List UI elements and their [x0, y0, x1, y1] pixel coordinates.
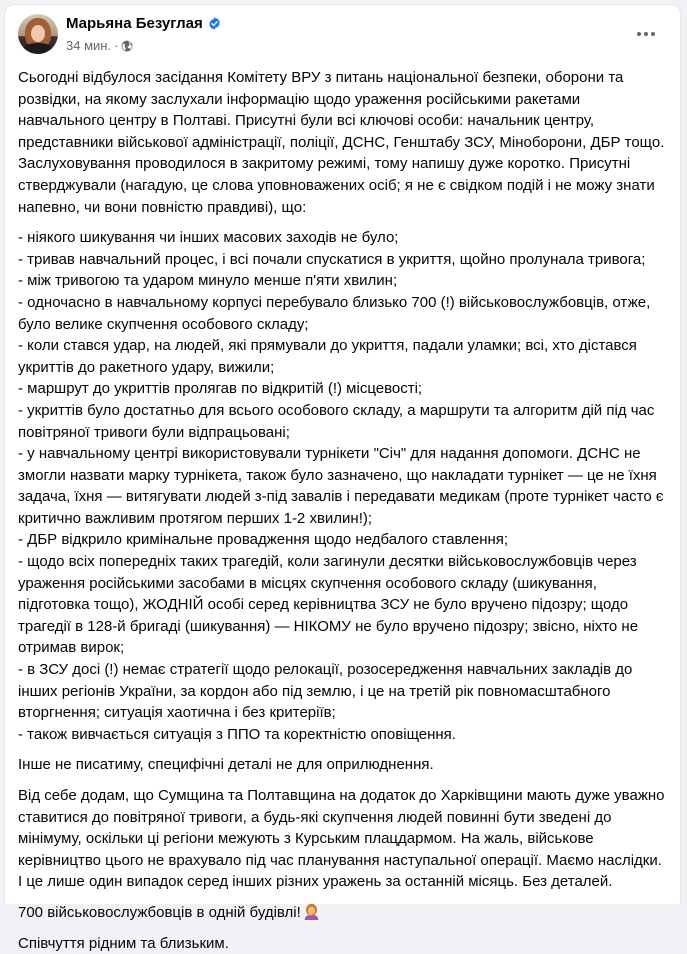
verified-badge-icon	[208, 17, 221, 30]
list-item: - коли стався удар, на людей, які прямували до укриття, падали уламки; всі, хто дістався укриттів до ракетного удару, вижили;	[18, 337, 637, 376]
post-card	[4, 4, 681, 952]
post-timestamp[interactable]: 34 мин.	[66, 38, 112, 53]
meta-separator: ·	[114, 38, 119, 53]
more-dot-icon	[651, 32, 655, 36]
post-paragraph-list	[18, 227, 666, 745]
list-item: - у навчальному центрі використовували турнікети "Січ" для надання допомоги. ДСНС не змогли назвати марку турнікета, також було зазначено, що накладати турнікет — це не їхня задача, їхня — витягувати людей з-під завалів і передавати медикам (проте турнікет часто є критично важливим протягом перших 1-2 хвилин!);	[18, 445, 664, 527]
list-item: - одночасно в навчальному корпусі перебувало близько 700 (!) військовослужбовців, отже, було велике скупчення особового складу;	[18, 293, 651, 333]
list-item: - також вивчається ситуація з ППО та коректністю оповіщення.	[18, 725, 456, 743]
paragraph-line: 700 військовослужбовців в одній будівлі!	[18, 903, 301, 921]
author-name-row	[66, 15, 221, 32]
avatar-body	[23, 43, 53, 54]
paragraph-line: Інше не писатиму, специфічні деталі не для оприлюднення.	[18, 756, 434, 774]
more-options-button[interactable]	[628, 20, 664, 48]
post-paragraph-intro	[18, 67, 666, 218]
list-item: - в ЗСУ досі (!) немає стратегії щодо релокації, розосередження навчальних закладів до інших регіонів України, за кордон або під землю, і це на третій рік повномасштабного вторгнення; ситуація хаотична і без критеріїв;	[18, 661, 633, 722]
paragraph-line: Від себе додам, що Сумщина та Полтавщина на додаток до Харківщини мають дуже уважно ставитися до повітряної тривоги, а будь-які скупчення людей повинні бути зведені до мінімуму, оскільки ці регіони межують з Курським плацдармом. На жаль, військове керівництво цього не врахувало під час планування наступальної операції. Маємо наслідки. І це лише один випадок серед інших різних уражень за останній місяць. Без деталей.	[18, 787, 665, 891]
author-name[interactable]: Марьяна Безуглая	[66, 15, 203, 32]
woman-facepalming-emoji-icon	[303, 903, 320, 920]
list-item: - щодо всіх попередніх таких трагедій, коли загинули десятки військовослужбовців через ураження російськими засобами в місцях скупчення особового складу (шикування, підготовка тощо), ЖОДНІЙ особі серед керівництва ЗСУ не було вручено підозру; щодо трагедії в 128-й бригаді (шикування) — НІКОМУ не було вручено підозру; звісно, ніхто не отримав вирок;	[18, 553, 639, 657]
list-item: - тривав навчальний процес, і всі почали спускатися в укриття, щойно пролунала тривога;	[18, 250, 646, 268]
list-item: - укриттів було достатньо для всього особового складу, а маршрути та алгоритм дій під час повітряної тривоги були відпрацьовані;	[18, 401, 655, 441]
more-dot-icon	[637, 32, 641, 36]
list-item: - маршрут до укриттів пролягав по відкритій (!) місцевості;	[18, 380, 423, 398]
avatar-face	[31, 25, 45, 42]
post-paragraph-note	[18, 754, 666, 776]
author-avatar[interactable]	[18, 14, 58, 54]
list-item: - ніякого шикування чи інших масових заходів не було;	[18, 229, 399, 247]
paragraph-line: Співчуття рідним та близьким.	[18, 934, 229, 952]
globe-icon[interactable]	[121, 40, 133, 52]
list-item: - між тривогою та ударом минуло менше п'яти хвилин;	[18, 272, 398, 290]
post-meta	[66, 38, 133, 53]
post-paragraph-opinion	[18, 785, 666, 893]
more-dot-icon	[644, 32, 648, 36]
list-item: - ДБР відкрило кримінальне провадження щодо недбалого ставлення;	[18, 531, 509, 549]
post-paragraph-condolences	[18, 933, 666, 954]
post-body	[5, 67, 680, 954]
paragraph-line: Сьогодні відбулося засідання Комітету ВРУ з питань національної безпеки, оборони та розвідки, на якому заслухали інформацію щодо ураження російськими ракетами навчального центру в Полтаві. Присутні були всі ключові особи: начальник центру, представники військової адміністрації, поліції, ДСНС, Генштабу ЗСУ, Міноборони, ДБР тощо. Заслуховування проводилося в закритому режимі, тому напишу дуже коротко. Присутні стверджували (нагадую, це слова уповноважених осіб; я не є свідком подій і не можу знати напевно, чи вони повністю правдиві), що:	[18, 69, 665, 216]
post-paragraph-exclamation	[18, 902, 666, 924]
post-header	[5, 5, 680, 63]
